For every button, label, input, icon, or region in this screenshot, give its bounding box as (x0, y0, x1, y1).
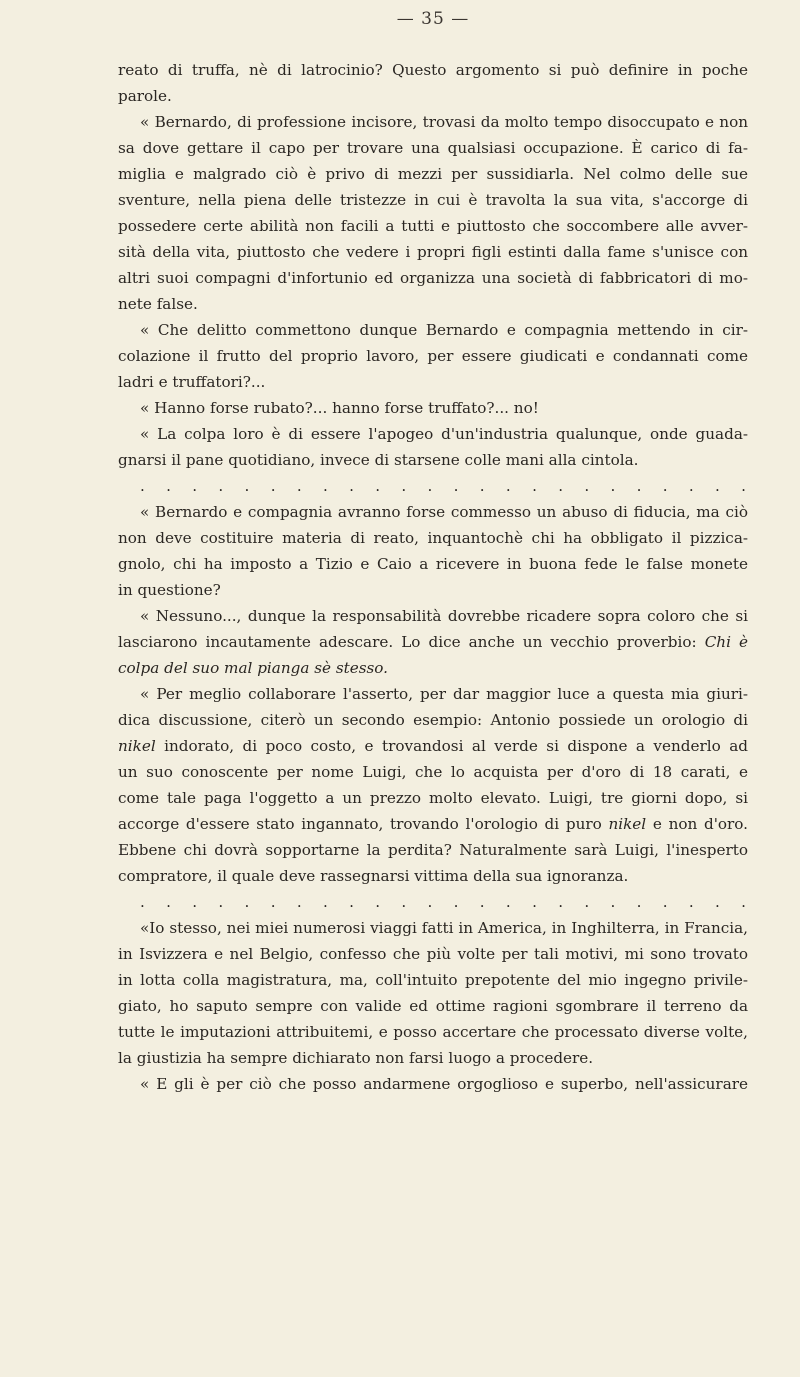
text-line (118, 785, 748, 811)
text-line (118, 655, 748, 681)
text-line (118, 421, 748, 447)
text-line (118, 603, 748, 629)
line-text: . . . . . . . . . . . . . . . . . . . . . . . . (140, 477, 748, 495)
line-text: miglia e malgrado ciò è privo di mezzi per sussidiarla. Nel colmo delle sue (118, 165, 748, 183)
text-line (118, 57, 748, 83)
line-text: «Io stesso, nei miei numerosi viaggi fatti in America, in Inghilterra, in Francia, (140, 919, 748, 937)
text-line (118, 369, 748, 395)
text-line (118, 213, 748, 239)
text-line (118, 161, 748, 187)
line-text: indorato, di poco costo, e trovandosi al verde si dispone a venderlo ad (155, 737, 748, 755)
text-line (118, 681, 748, 707)
line-text: la giustizia ha sempre dichiarato non farsi luogo a procedere. (118, 1049, 594, 1067)
text-line (118, 83, 748, 109)
text-line (118, 239, 748, 265)
italic-text: Chi è (704, 633, 748, 651)
text-line (118, 135, 748, 161)
text-line (118, 447, 748, 473)
text-line (118, 317, 748, 343)
line-text: colazione il frutto del proprio lavoro, per essere giudicati e condannati come (118, 347, 748, 365)
line-text: ladri e truffatori?... (118, 373, 266, 391)
line-text: « E gli è per ciò che posso andarmene orgoglioso e superbo, nell'assicurare (140, 1075, 748, 1093)
text-line (118, 395, 748, 421)
ellipsis-separator (118, 473, 748, 499)
line-text: reato di truffa, nè di latrocinio? Questo argomento si può definire in poche (118, 61, 748, 79)
line-text: tutte le imputazioni attribuitemi, e posso accertare che processato diverse volte, (118, 1023, 748, 1041)
line-text: sa dove gettare il capo per trovare una qualsiasi occupazione. È carico di fa- (118, 139, 748, 157)
line-text: nete false. (118, 295, 198, 313)
line-text: un suo conoscente per nome Luigi, che lo acquista per d'oro di 18 carati, e (118, 763, 748, 781)
italic-text: nikel (608, 815, 647, 833)
line-text: lasciarono incautamente adescare. Lo dice anche un vecchio proverbio: (118, 633, 705, 651)
text-line (118, 837, 748, 863)
line-text: parole. (118, 87, 172, 105)
line-text: « Per meglio collaborare l'asserto, per dar maggior luce a questa mia giuri- (140, 685, 748, 703)
line-text: « Nessuno..., dunque la responsabilità dovrebbe ricadere sopra coloro che si (140, 607, 748, 625)
line-text: dica discussione, citerò un secondo esempio: Antonio possiede un orologio di (118, 711, 748, 729)
text-line (118, 941, 748, 967)
line-text: in questione? (118, 581, 221, 599)
text-line (118, 629, 748, 655)
text-line (118, 915, 748, 941)
line-text: accorge d'essere stato ingannato, trovando l'orologio di puro (118, 815, 609, 833)
text-line (118, 1071, 748, 1097)
text-line (118, 499, 748, 525)
text-line (118, 187, 748, 213)
line-text: « Che delitto commettono dunque Bernardo e compagnia mettendo in cir- (140, 321, 748, 339)
italic-text: nikel (118, 737, 156, 755)
line-text: compratore, il quale deve rassegnarsi vittima della sua ignoranza. (118, 867, 629, 885)
line-text: altri suoi compagni d'infortunio ed organizza una società di fabbricatori di mo- (118, 269, 748, 287)
line-text-tail: e non d'oro. (646, 815, 748, 833)
line-text: in Isvizzera e nel Belgio, confesso che più volte per tali motivi, mi sono trovato (118, 945, 748, 963)
text-line (118, 967, 748, 993)
line-text: Ebbene chi dovrà sopportarne la perdita? Naturalmente sarà Luigi, l'inesperto (118, 841, 748, 859)
text-line (118, 993, 748, 1019)
line-text: « Bernardo e compagnia avranno forse commesso un abuso di fiducia, ma ciò (140, 503, 748, 521)
text-line (118, 863, 748, 889)
line-text: possedere certe abilità non facili a tutti e piuttosto che soccombere alle avver- (118, 217, 748, 235)
text-line (118, 343, 748, 369)
text-line (118, 265, 748, 291)
line-text: non deve costituire materia di reato, inquantochè chi ha obbligato il pizzica- (118, 529, 748, 547)
line-text: gnolo, chi ha imposto a Tizio e Caio a ricevere in buona fede le false monete (118, 555, 748, 573)
line-text: « Bernardo, di professione incisore, trovasi da molto tempo disoccupato e non (140, 113, 748, 131)
text-line (118, 577, 748, 603)
book-page (118, 0, 748, 1377)
line-text: « Hanno forse rubato?... hanno forse truffato?... no! (140, 399, 539, 417)
line-text: sità della vita, piuttosto che vedere i propri figli estinti dalla fame s'unisce con (118, 243, 748, 261)
page-number: — 35 — (396, 9, 470, 29)
line-text: come tale paga l'oggetto a un prezzo molto elevato. Luigi, tre giorni dopo, si (118, 789, 748, 807)
text-line (118, 759, 748, 785)
text-line (118, 811, 748, 837)
line-text: . . . . . . . . . . . . . . . . . . . . . . . . (140, 893, 748, 911)
line-text: in lotta colla magistratura, ma, coll'intuito prepotente del mio ingegno privile- (118, 971, 748, 989)
ellipsis-separator (118, 889, 748, 915)
text-line (118, 551, 748, 577)
text-line (118, 109, 748, 135)
line-text: giato, ho saputo sempre con valide ed ottime ragioni sgombrare il terreno da (118, 997, 748, 1015)
text-line (118, 1019, 748, 1045)
line-text: « La colpa loro è di essere l'apogeo d'un'industria qualunque, onde guada- (140, 425, 748, 443)
page-body-text (118, 57, 748, 1097)
italic-text: colpa del suo mal pianga sè stesso. (118, 659, 389, 677)
text-line (118, 291, 748, 317)
line-text: sventure, nella piena delle tristezze in cui è travolta la sua vita, s'accorge di (118, 191, 748, 209)
text-line (118, 525, 748, 551)
line-text: gnarsi il pane quotidiano, invece di starsene colle mani alla cintola. (118, 451, 639, 469)
text-line (118, 733, 748, 759)
text-line (118, 1045, 748, 1071)
text-line (118, 707, 748, 733)
